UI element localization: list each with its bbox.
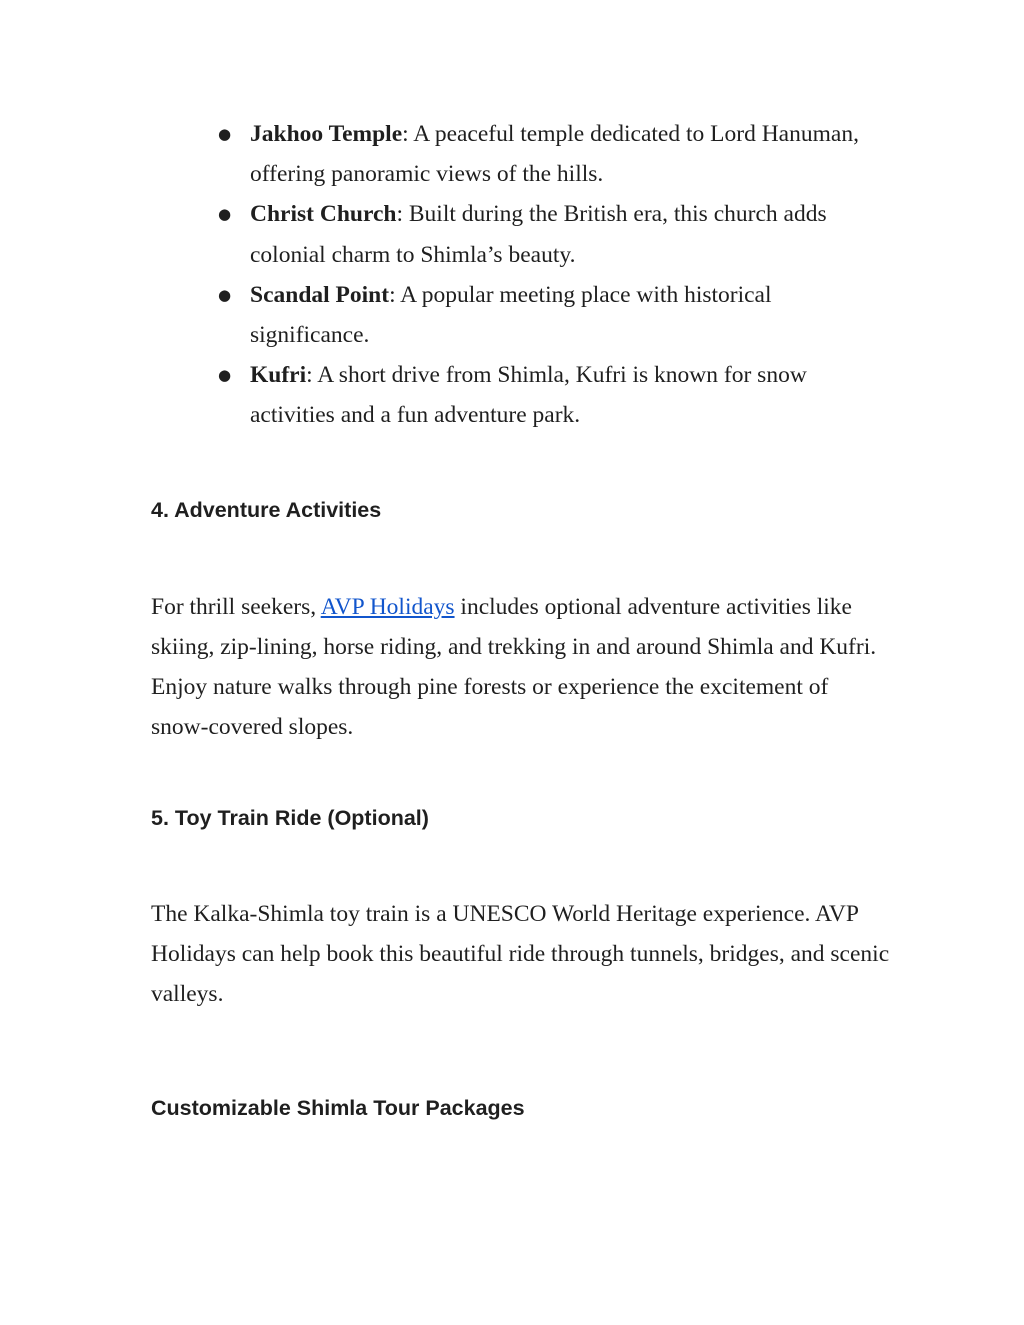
bullet-icon: ● <box>218 205 232 224</box>
toy-train-heading: 5. Toy Train Ride (Optional) <box>151 806 429 830</box>
bullet-icon: ● <box>218 125 232 143</box>
toy-train-paragraph: The Kalka-Shimla toy train is a UNESCO World Heritage experience. AVP Holidays can help book this beautiful ride through tunnels, bridges, and scenic valleys. <box>151 901 890 1007</box>
attraction-description: : A short drive from Shimla, Kufri is known for snow activities and a fun adventure park. <box>250 362 807 429</box>
avp-holidays-link[interactable]: AVP Holidays <box>320 594 455 620</box>
adventure-heading: 4. Adventure Activities <box>151 498 382 522</box>
list-item <box>218 275 878 355</box>
list-item <box>218 194 878 274</box>
attraction-name: Scandal Point <box>250 281 390 308</box>
packages-heading: Customizable Shimla Tour Packages <box>151 1096 525 1120</box>
attraction-description: : Built during the British era, this church adds colonial charm to Shimla’s beauty. <box>250 201 827 268</box>
bullet-icon: ● <box>218 285 232 304</box>
list-item <box>218 355 878 435</box>
attraction-name: Christ Church <box>250 201 397 228</box>
attraction-description: : A popular meeting place with historical significance. <box>250 281 772 349</box>
attraction-name: Jakhoo Temple <box>250 121 403 147</box>
adventure-paragraph <box>151 587 891 747</box>
list-item <box>218 114 878 194</box>
adventure-text-after: includes optional adventure activities like skiing, zip-lining, horse riding, and trekking in and around Shimla and Kufri. Enjoy nature walks through pine forests or experience the excitement of snow-covered slopes. <box>151 594 877 740</box>
attraction-description: : A peaceful temple dedicated to Lord Hanuman, offering panoramic views of the hills. <box>250 121 859 188</box>
bullet-icon: ● <box>218 366 232 385</box>
adventure-text-before: For thrill seekers, <box>151 594 321 620</box>
attraction-name: Kufri <box>250 362 307 389</box>
attractions-list <box>218 114 878 436</box>
